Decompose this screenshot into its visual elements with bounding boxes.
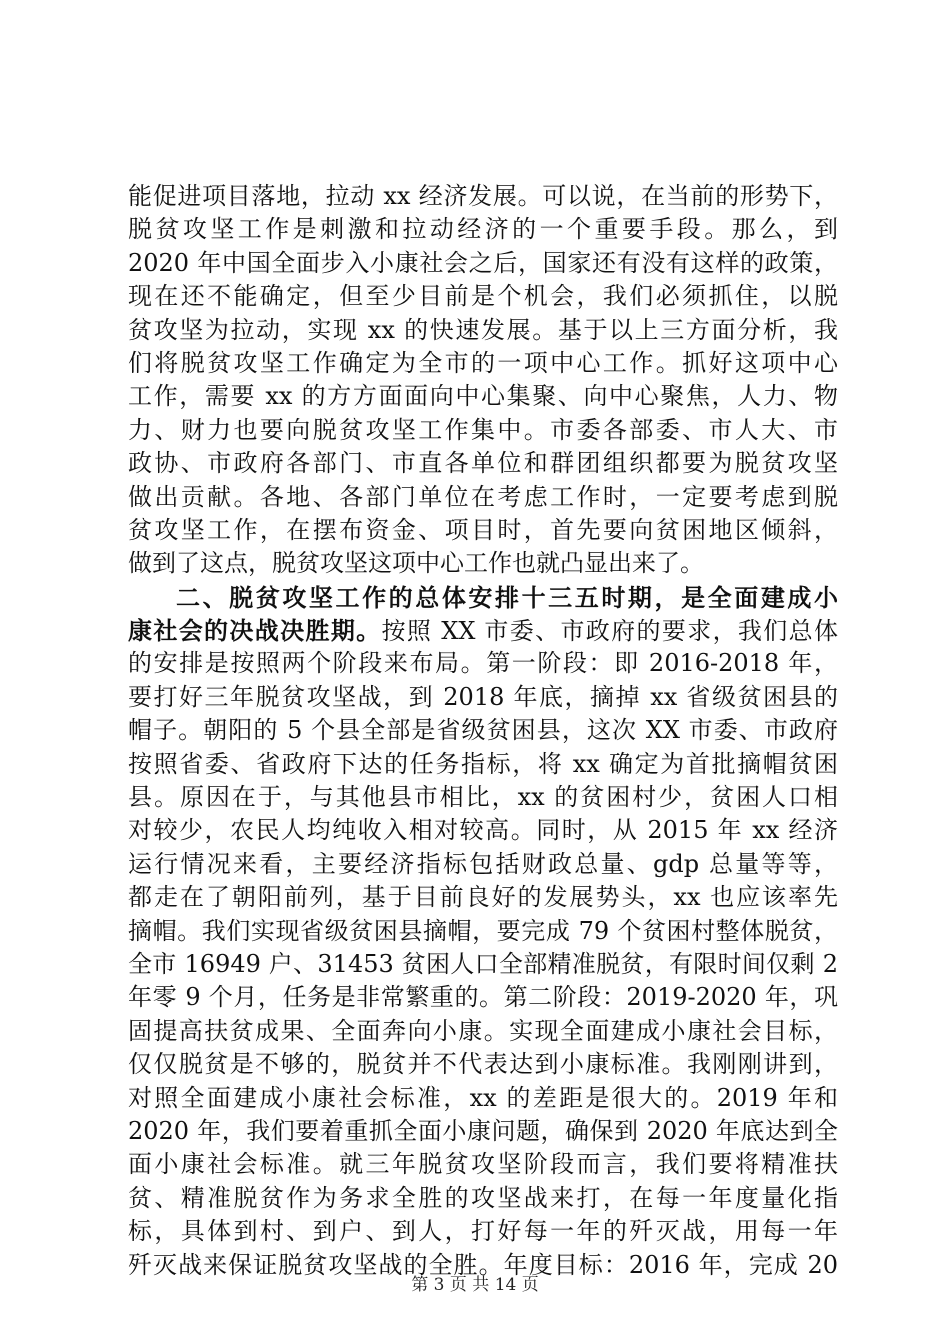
paragraph-line: 歼灭战来保证脱贫攻坚战的全胜。年度目标：2016 年，完成 20 — [128, 1250, 838, 1279]
paragraph-line: 运行情况来看，主要经济指标包括财政总量、gdp 总量等等， — [128, 849, 838, 878]
paragraph-line: 摘帽。我们实现省级贫困县摘帽，要完成 79 个贫困村整体脱贫， — [128, 916, 838, 945]
page-number-footer: 第 3 页 共 14 页 — [411, 1275, 539, 1295]
paragraph-line: 都走在了朝阳前列，基于目前良好的发展势头，xx 也应该率先 — [128, 883, 838, 912]
paragraph-line: 做到了这点，脱贫攻坚这项中心工作也就凸显出来了。 — [128, 549, 704, 578]
paragraph-line: 能促进项目落地，拉动 xx 经济发展。可以说，在当前的形势下， — [128, 182, 838, 210]
paragraph-line: 2020 年，我们要着重抓全面小康问题，确保到 2020 年底达到全 — [128, 1116, 838, 1145]
paragraph-line: 力、财力也要向脱贫攻坚工作集中。市委各部委、市人大、市 — [128, 415, 838, 444]
paragraph-line: 年零 9 个月，任务是非常繁重的。第二阶段：2019-2020 年，巩 — [128, 983, 838, 1012]
paragraph-line: 政协、市政府各部门、市直各单位和群团组织都要为脱贫攻坚 — [128, 449, 838, 478]
section-heading-line: 二、脱贫攻坚工作的总体安排十三五时期，是全面建成小 — [176, 582, 838, 612]
paragraph-line: 面小康社会标准。就三年脱贫攻坚阶段而言，我们要将精准扶 — [128, 1150, 838, 1179]
paragraph-line: 现在还不能确定，但至少目前是个机会，我们必须抓住，以脱 — [128, 282, 838, 311]
paragraph-line: 仅仅脱贫是不够的，脱贫并不代表达到小康标准。我刚刚讲到， — [128, 1050, 838, 1079]
paragraph-line: 贫攻坚为拉动，实现 xx 的快速发展。基于以上三方面分析，我 — [128, 315, 838, 344]
paragraph-text: 按照 XX 市委、市政府的要求，我们总体 — [381, 617, 838, 646]
paragraph-line: 按照省委、省政府下达的任务指标，将 xx 确定为首批摘帽贫困 — [128, 749, 838, 778]
paragraph-line: 贫攻坚工作，在摆布资金、项目时，首先要向贫困地区倾斜， — [128, 515, 838, 544]
document-body — [128, 180, 838, 1282]
paragraph-line: 贫、精准脱贫作为务求全胜的攻坚战来打，在每一年度量化指 — [128, 1183, 838, 1212]
paragraph-line: 工作，需要 xx 的方方面面向中心集聚、向中心聚焦，人力、物 — [128, 382, 838, 411]
paragraph-line — [128, 614, 838, 647]
paragraph-line: 们将脱贫攻坚工作确定为全市的一项中心工作。抓好这项中心 — [128, 348, 838, 377]
paragraph-line: 帽子。朝阳的 5 个县全部是省级贫困县，这次 XX 市委、市政府 — [128, 716, 838, 745]
paragraph-line: 脱贫攻坚工作是刺激和拉动经济的一个重要手段。那么，到 — [128, 215, 838, 244]
paragraph-line: 县。原因在于，与其他县市相比，xx 的贫困村少，贫困人口相 — [128, 783, 838, 812]
section-heading-tail: 康社会的决战决胜期。 — [128, 616, 382, 646]
paragraph-line: 对较少，农民人均纯收入相对较高。同时，从 2015 年 xx 经济 — [128, 816, 838, 845]
paragraph-line: 做出贡献。各地、各部门单位在考虑工作时，一定要考虑到脱 — [128, 482, 838, 511]
paragraph-line: 要打好三年脱贫攻坚战，到 2018 年底，摘掉 xx 省级贫困县的 — [128, 682, 838, 711]
paragraph-line: 标，具体到村、到户、到人，打好每一年的歼灭战，用每一年 — [128, 1217, 838, 1246]
paragraph-line: 对照全面建成小康社会标准，xx 的差距是很大的。2019 年和 — [128, 1083, 838, 1112]
paragraph-line: 的安排是按照两个阶段来布局。第一阶段：即 2016-2018 年， — [128, 649, 838, 678]
paragraph-line: 全市 16949 户、31453 贫困人口全部精准脱贫，有限时间仅剩 2 — [128, 949, 838, 978]
paragraph-line: 固提高扶贫成果、全面奔向小康。实现全面建成小康社会目标， — [128, 1016, 838, 1045]
paragraph-line: 2020 年中国全面步入小康社会之后，国家还有没有这样的政策， — [128, 248, 838, 277]
